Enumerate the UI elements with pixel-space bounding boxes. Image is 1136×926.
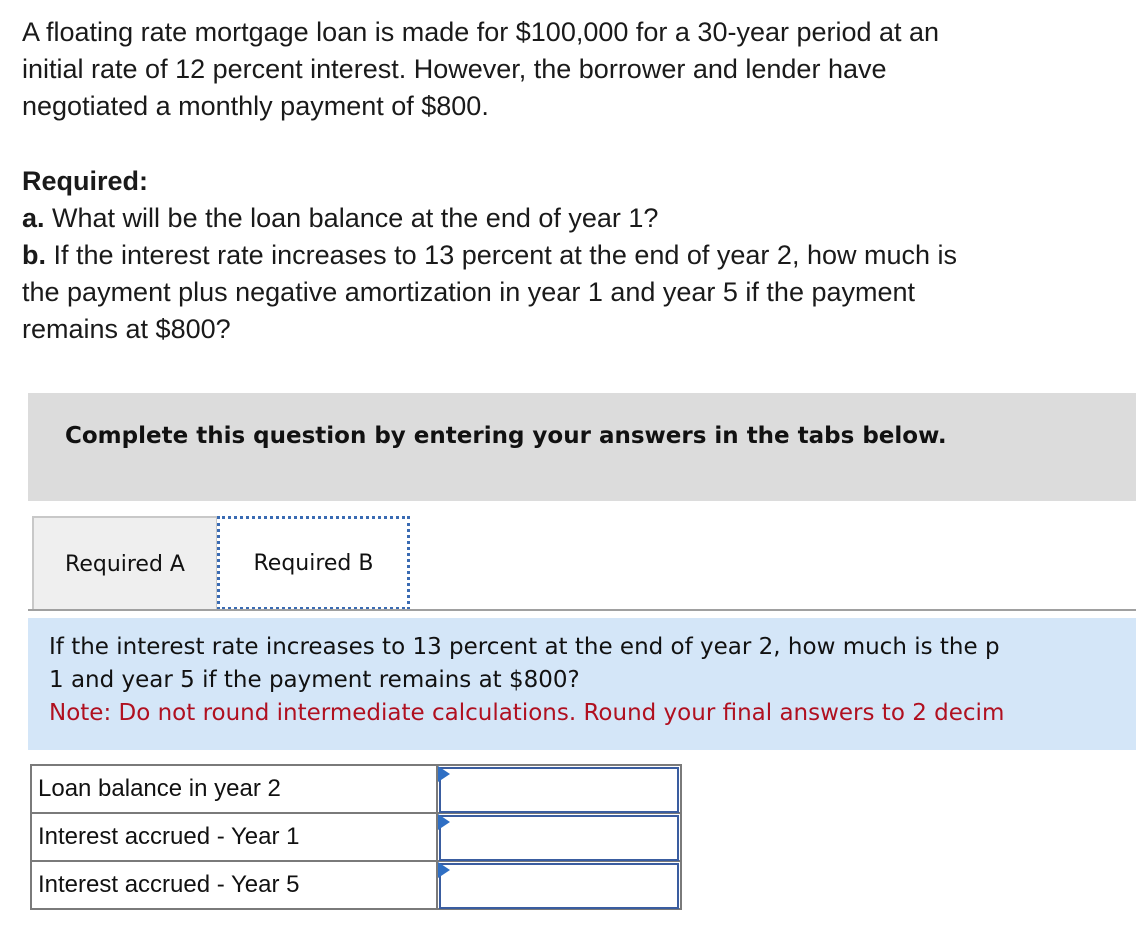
interest-accrued-year-5-input[interactable] [439,863,679,909]
tab-required-a[interactable] [32,516,218,610]
row-label: Interest accrued - Year 1 [31,813,437,861]
part-a-text: What will be the loan balance at the end of year 1? [44,203,659,233]
part-a-marker: a. [22,203,45,233]
table-row [31,861,681,909]
prompt-line: 1 and year 5 if the payment remains at $800? [49,667,580,693]
table-row [31,765,681,813]
answer-cell [437,861,681,909]
question-text [22,14,1122,125]
required-part-b [22,237,1122,274]
answer-cell [437,765,681,813]
tab-label: Required B [253,550,374,576]
answer-cell [437,813,681,861]
part-b-text-cont: remains at $800? [22,314,231,344]
tab-required-b[interactable] [217,516,410,610]
question-line: A floating rate mortgage loan is made for $100,000 for a 30-year period at an [22,17,940,47]
required-section [22,163,1122,348]
tab-label: Required A [65,551,185,577]
row-label: Interest accrued - Year 5 [31,861,437,909]
required-part-a [22,200,1122,237]
instruction-text: Complete this question by entering your answers in the tabs below. [65,423,947,449]
row-label: Loan balance in year 2 [31,765,437,813]
required-heading: Required: [22,166,149,196]
question-line: initial rate of 12 percent interest. However, the borrower and lender have [22,54,887,84]
instruction-banner [28,393,1136,501]
prompt-note: Note: Do not round intermediate calculations. Round your final answers to 2 decim [49,700,1005,726]
question-prompt [28,618,1136,750]
question-line: negotiated a monthly payment of $800. [22,91,489,121]
tab-divider [28,609,1136,611]
prompt-line: If the interest rate increases to 13 percent at the end of year 2, how much is the p [49,634,1000,660]
answer-table [30,764,682,910]
loan-balance-year-2-input[interactable] [439,767,679,813]
part-b-text: If the interest rate increases to 13 percent at the end of year 2, how much is [46,240,957,270]
table-row [31,813,681,861]
part-b-marker: b. [22,240,46,270]
part-b-text-cont: the payment plus negative amortization in year 1 and year 5 if the payment [22,277,916,307]
interest-accrued-year-1-input[interactable] [439,815,679,861]
